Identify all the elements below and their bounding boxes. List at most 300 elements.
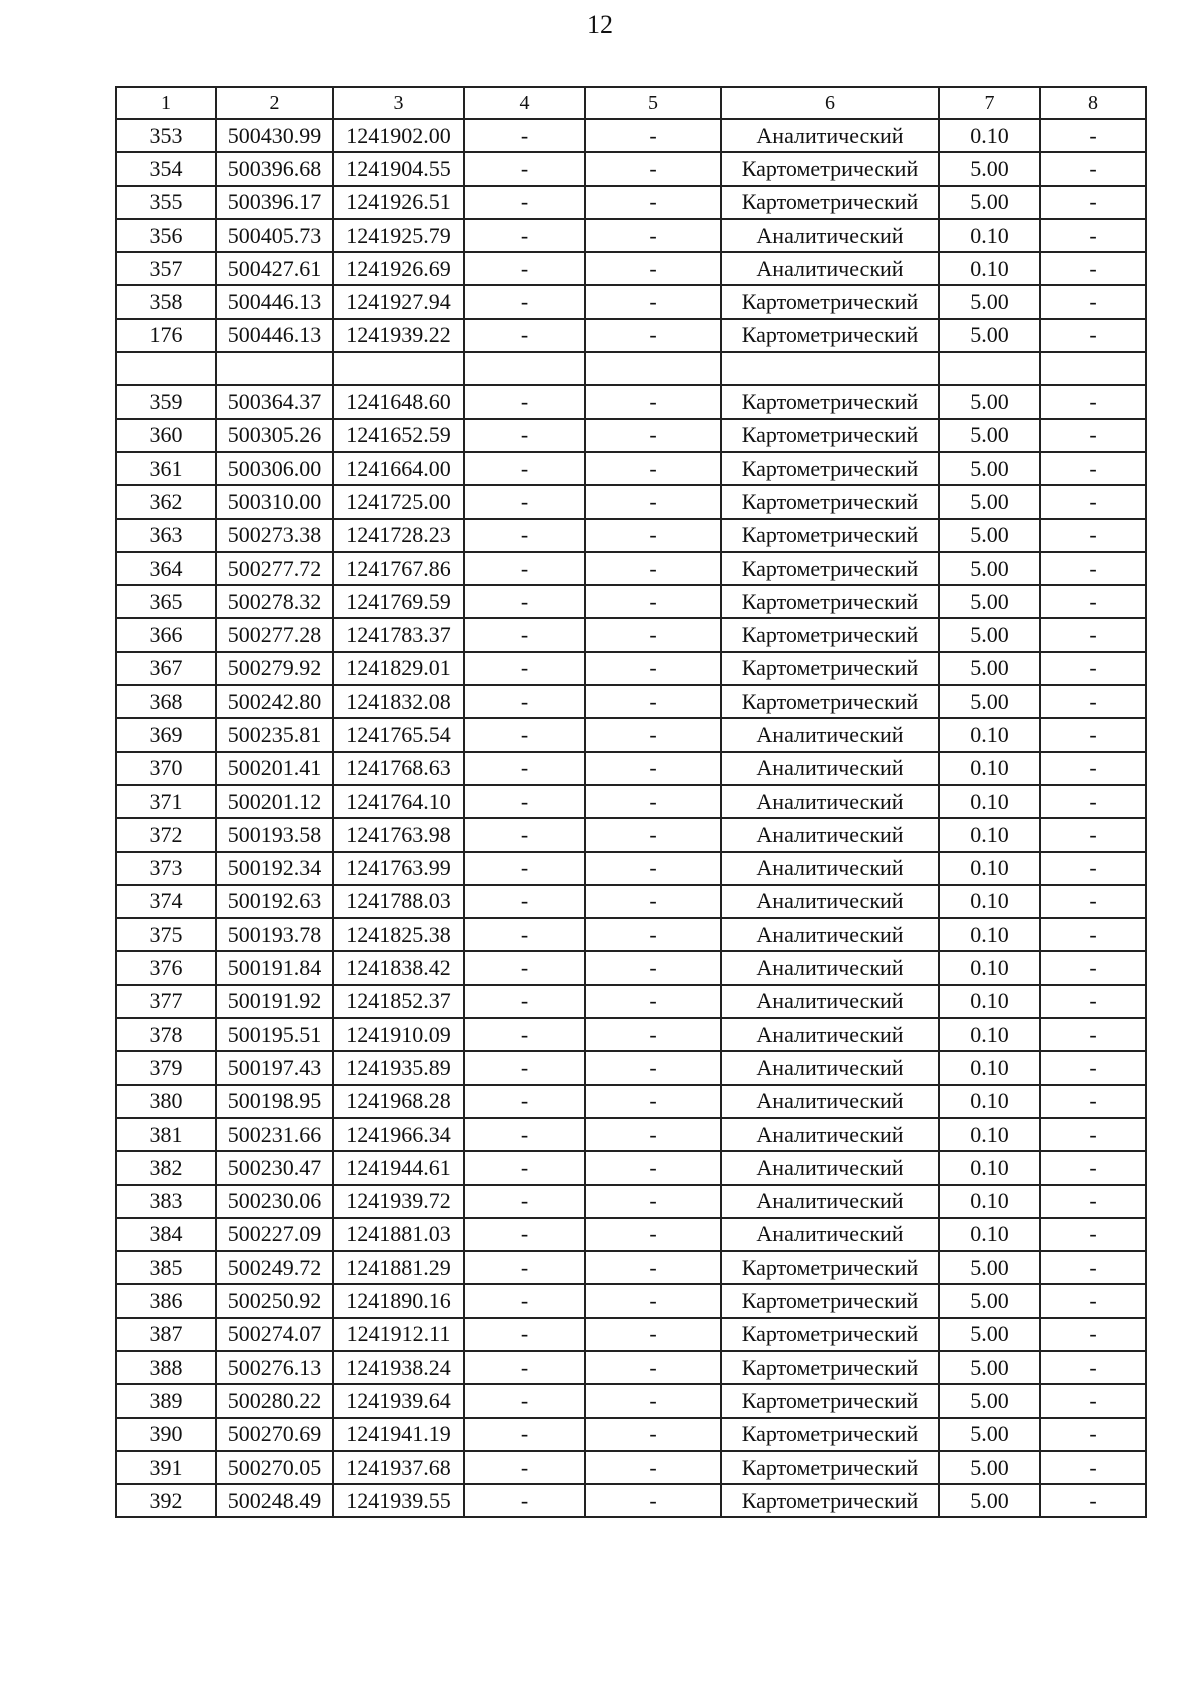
cell-col-8: -: [1040, 1185, 1146, 1218]
cell-method: Картометрический: [721, 519, 939, 552]
cell-accuracy: 5.00: [939, 685, 1040, 718]
cell-col-5: -: [585, 1284, 721, 1317]
cell-y-coordinate: 1241829.01: [333, 652, 464, 685]
cell-point-number: 370: [116, 752, 216, 785]
cell-point-number: 368: [116, 685, 216, 718]
cell-point-number: 391: [116, 1451, 216, 1484]
cell-accuracy: 0.10: [939, 752, 1040, 785]
cell-col-5: -: [585, 1118, 721, 1151]
cell-accuracy: 5.00: [939, 519, 1040, 552]
cell-accuracy: 5.00: [939, 1318, 1040, 1351]
cell-method: Аналитический: [721, 1118, 939, 1151]
cell-method: Картометрический: [721, 285, 939, 318]
cell-col-5: [585, 352, 721, 385]
page-number: 12: [587, 10, 613, 39]
table-row: [116, 785, 1146, 818]
cell-col-4: -: [464, 852, 585, 885]
cell-accuracy: 5.00: [939, 452, 1040, 485]
table-row: [116, 1451, 1146, 1484]
cell-col-4: [464, 352, 585, 385]
table-row: [116, 1185, 1146, 1218]
header-cell-3: 3: [333, 87, 464, 119]
cell-col-5: -: [585, 1384, 721, 1417]
cell-point-number: 382: [116, 1151, 216, 1184]
table-row: [116, 1384, 1146, 1417]
cell-col-8: -: [1040, 818, 1146, 851]
cell-col-5: -: [585, 1351, 721, 1384]
cell-y-coordinate: 1241648.60: [333, 385, 464, 418]
cell-y-coordinate: 1241939.72: [333, 1185, 464, 1218]
cell-col-4: -: [464, 1451, 585, 1484]
cell-col-4: -: [464, 718, 585, 751]
cell-point-number: 363: [116, 519, 216, 552]
table-row: [116, 985, 1146, 1018]
cell-point-number: 354: [116, 152, 216, 185]
cell-col-5: -: [585, 585, 721, 618]
cell-accuracy: 0.10: [939, 119, 1040, 152]
cell-col-4: -: [464, 1218, 585, 1251]
cell-x-coordinate: 500195.51: [216, 1018, 333, 1051]
cell-y-coordinate: 1241664.00: [333, 452, 464, 485]
cell-method: Картометрический: [721, 319, 939, 352]
cell-method: Аналитический: [721, 852, 939, 885]
cell-x-coordinate: 500277.72: [216, 552, 333, 585]
cell-accuracy: 0.10: [939, 852, 1040, 885]
cell-col-4: -: [464, 1351, 585, 1384]
cell-accuracy: 5.00: [939, 285, 1040, 318]
cell-col-4: -: [464, 285, 585, 318]
cell-method: Картометрический: [721, 1251, 939, 1284]
cell-point-number: 371: [116, 785, 216, 818]
header-cell-7: 7: [939, 87, 1040, 119]
table-row: [116, 1318, 1146, 1351]
table-row: [116, 752, 1146, 785]
cell-point-number: 373: [116, 852, 216, 885]
cell-col-8: [1040, 352, 1146, 385]
cell-point-number: 385: [116, 1251, 216, 1284]
table-row: [116, 252, 1146, 285]
cell-method: Картометрический: [721, 618, 939, 651]
cell-y-coordinate: 1241925.79: [333, 219, 464, 252]
cell-accuracy: 0.10: [939, 1151, 1040, 1184]
cell-x-coordinate: 500227.09: [216, 1218, 333, 1251]
table-row: [116, 618, 1146, 651]
cell-method: Аналитический: [721, 718, 939, 751]
table-row: [116, 885, 1146, 918]
cell-x-coordinate: 500197.43: [216, 1051, 333, 1084]
cell-col-8: -: [1040, 985, 1146, 1018]
cell-col-4: -: [464, 252, 585, 285]
header-cell-6: 6: [721, 87, 939, 119]
cell-col-8: -: [1040, 1284, 1146, 1317]
cell-col-5: -: [585, 985, 721, 1018]
cell-col-5: -: [585, 885, 721, 918]
cell-col-8: -: [1040, 785, 1146, 818]
cell-col-5: -: [585, 519, 721, 552]
cell-x-coordinate: 500201.12: [216, 785, 333, 818]
cell-col-8: -: [1040, 1484, 1146, 1517]
table-row: [116, 652, 1146, 685]
table-row: [116, 219, 1146, 252]
cell-point-number: 357: [116, 252, 216, 285]
cell-accuracy: 5.00: [939, 1451, 1040, 1484]
cell-col-5: -: [585, 419, 721, 452]
cell-col-5: -: [585, 652, 721, 685]
cell-col-8: -: [1040, 552, 1146, 585]
cell-col-5: -: [585, 385, 721, 418]
cell-col-4: -: [464, 552, 585, 585]
cell-col-8: -: [1040, 1018, 1146, 1051]
cell-col-8: -: [1040, 252, 1146, 285]
cell-point-number: 361: [116, 452, 216, 485]
cell-accuracy: 0.10: [939, 818, 1040, 851]
cell-accuracy: 0.10: [939, 985, 1040, 1018]
cell-method: Картометрический: [721, 1318, 939, 1351]
cell-method: Аналитический: [721, 818, 939, 851]
cell-accuracy: 5.00: [939, 152, 1040, 185]
header-cell-8: 8: [1040, 87, 1146, 119]
table-row: [116, 352, 1146, 385]
cell-point-number: 376: [116, 951, 216, 984]
cell-col-5: -: [585, 1185, 721, 1218]
cell-col-4: -: [464, 519, 585, 552]
cell-accuracy: 0.10: [939, 951, 1040, 984]
table-row: [116, 419, 1146, 452]
cell-col-8: -: [1040, 752, 1146, 785]
cell-col-8: -: [1040, 219, 1146, 252]
cell-y-coordinate: 1241944.61: [333, 1151, 464, 1184]
cell-col-4: -: [464, 186, 585, 219]
cell-y-coordinate: 1241926.69: [333, 252, 464, 285]
cell-col-8: -: [1040, 485, 1146, 518]
cell-x-coordinate: 500191.92: [216, 985, 333, 1018]
cell-method: Картометрический: [721, 685, 939, 718]
cell-accuracy: 0.10: [939, 1085, 1040, 1118]
cell-accuracy: 5.00: [939, 1284, 1040, 1317]
cell-col-4: -: [464, 585, 585, 618]
cell-col-5: -: [585, 119, 721, 152]
cell-col-8: -: [1040, 1151, 1146, 1184]
table-row: [116, 918, 1146, 951]
cell-x-coordinate: 500430.99: [216, 119, 333, 152]
cell-col-8: -: [1040, 1318, 1146, 1351]
cell-y-coordinate: 1241763.98: [333, 818, 464, 851]
cell-col-8: -: [1040, 685, 1146, 718]
cell-x-coordinate: 500276.13: [216, 1351, 333, 1384]
cell-point-number: 358: [116, 285, 216, 318]
cell-col-5: -: [585, 852, 721, 885]
cell-method: Аналитический: [721, 885, 939, 918]
table-row: [116, 285, 1146, 318]
cell-point-number: 356: [116, 219, 216, 252]
cell-x-coordinate: 500280.22: [216, 1384, 333, 1417]
cell-method: Аналитический: [721, 1151, 939, 1184]
cell-method: Картометрический: [721, 385, 939, 418]
cell-col-4: -: [464, 452, 585, 485]
cell-col-8: -: [1040, 1085, 1146, 1118]
cell-point-number: 384: [116, 1218, 216, 1251]
cell-col-5: -: [585, 452, 721, 485]
cell-y-coordinate: 1241832.08: [333, 685, 464, 718]
cell-col-8: -: [1040, 852, 1146, 885]
cell-method: Аналитический: [721, 752, 939, 785]
cell-x-coordinate: 500230.47: [216, 1151, 333, 1184]
table-header: [116, 87, 1146, 119]
cell-col-4: -: [464, 1284, 585, 1317]
cell-point-number: 386: [116, 1284, 216, 1317]
cell-x-coordinate: 500248.49: [216, 1484, 333, 1517]
cell-y-coordinate: 1241939.55: [333, 1484, 464, 1517]
cell-point-number: 378: [116, 1018, 216, 1051]
cell-method: Картометрический: [721, 419, 939, 452]
cell-x-coordinate: [216, 352, 333, 385]
cell-method: Аналитический: [721, 1018, 939, 1051]
cell-col-4: -: [464, 985, 585, 1018]
cell-accuracy: 5.00: [939, 186, 1040, 219]
cell-y-coordinate: 1241788.03: [333, 885, 464, 918]
cell-y-coordinate: 1241652.59: [333, 419, 464, 452]
cell-col-5: -: [585, 252, 721, 285]
cell-col-4: -: [464, 785, 585, 818]
cell-point-number: 381: [116, 1118, 216, 1151]
cell-y-coordinate: 1241939.22: [333, 319, 464, 352]
cell-y-coordinate: 1241765.54: [333, 718, 464, 751]
cell-col-4: -: [464, 1251, 585, 1284]
cell-point-number: 176: [116, 319, 216, 352]
cell-accuracy: [939, 352, 1040, 385]
cell-col-4: -: [464, 918, 585, 951]
table-row: [116, 485, 1146, 518]
table-row: [116, 951, 1146, 984]
cell-accuracy: 5.00: [939, 1251, 1040, 1284]
cell-method: Картометрический: [721, 1384, 939, 1417]
cell-col-8: -: [1040, 1351, 1146, 1384]
cell-col-4: -: [464, 1484, 585, 1517]
cell-accuracy: 5.00: [939, 1484, 1040, 1517]
cell-col-8: -: [1040, 1451, 1146, 1484]
cell-col-4: -: [464, 885, 585, 918]
cell-x-coordinate: 500405.73: [216, 219, 333, 252]
cell-col-8: -: [1040, 285, 1146, 318]
cell-col-4: -: [464, 1384, 585, 1417]
cell-col-4: -: [464, 119, 585, 152]
cell-x-coordinate: 500270.69: [216, 1418, 333, 1451]
cell-point-number: 360: [116, 419, 216, 452]
cell-y-coordinate: 1241910.09: [333, 1018, 464, 1051]
cell-accuracy: 0.10: [939, 885, 1040, 918]
cell-point-number: 367: [116, 652, 216, 685]
cell-col-5: -: [585, 618, 721, 651]
cell-accuracy: 0.10: [939, 918, 1040, 951]
cell-col-4: -: [464, 419, 585, 452]
table-row: [116, 1351, 1146, 1384]
cell-col-4: -: [464, 1418, 585, 1451]
cell-col-4: -: [464, 752, 585, 785]
cell-col-8: -: [1040, 951, 1146, 984]
cell-y-coordinate: 1241941.19: [333, 1418, 464, 1451]
table-row: [116, 1018, 1146, 1051]
cell-col-4: -: [464, 818, 585, 851]
cell-x-coordinate: 500193.58: [216, 818, 333, 851]
cell-point-number: 390: [116, 1418, 216, 1451]
cell-col-5: -: [585, 1451, 721, 1484]
cell-method: Картометрический: [721, 485, 939, 518]
cell-x-coordinate: 500274.07: [216, 1318, 333, 1351]
cell-col-5: -: [585, 1251, 721, 1284]
cell-x-coordinate: 500231.66: [216, 1118, 333, 1151]
cell-col-5: -: [585, 1085, 721, 1118]
table-row: [116, 552, 1146, 585]
cell-accuracy: 0.10: [939, 718, 1040, 751]
cell-y-coordinate: 1241939.64: [333, 1384, 464, 1417]
cell-point-number: 377: [116, 985, 216, 1018]
table-body: [116, 119, 1146, 1517]
cell-col-4: -: [464, 1051, 585, 1084]
cell-y-coordinate: 1241966.34: [333, 1118, 464, 1151]
cell-y-coordinate: 1241927.94: [333, 285, 464, 318]
cell-y-coordinate: 1241937.68: [333, 1451, 464, 1484]
cell-accuracy: 0.10: [939, 1051, 1040, 1084]
cell-y-coordinate: 1241768.63: [333, 752, 464, 785]
cell-col-5: -: [585, 186, 721, 219]
cell-point-number: 389: [116, 1384, 216, 1417]
cell-col-5: -: [585, 1151, 721, 1184]
cell-col-4: -: [464, 652, 585, 685]
cell-point-number: 365: [116, 585, 216, 618]
cell-x-coordinate: 500270.05: [216, 1451, 333, 1484]
cell-point-number: 387: [116, 1318, 216, 1351]
coordinates-table: [115, 86, 1147, 1518]
cell-method: Аналитический: [721, 1218, 939, 1251]
table-row: [116, 1218, 1146, 1251]
cell-x-coordinate: 500446.13: [216, 285, 333, 318]
cell-col-5: -: [585, 285, 721, 318]
cell-y-coordinate: 1241767.86: [333, 552, 464, 585]
cell-x-coordinate: 500305.26: [216, 419, 333, 452]
cell-accuracy: 0.10: [939, 1018, 1040, 1051]
cell-method: Картометрический: [721, 552, 939, 585]
table-row: [116, 1118, 1146, 1151]
cell-y-coordinate: 1241938.24: [333, 1351, 464, 1384]
cell-col-5: -: [585, 818, 721, 851]
cell-col-4: -: [464, 485, 585, 518]
cell-accuracy: 5.00: [939, 585, 1040, 618]
cell-col-8: -: [1040, 186, 1146, 219]
table-row: [116, 152, 1146, 185]
cell-accuracy: 0.10: [939, 1118, 1040, 1151]
cell-y-coordinate: 1241904.55: [333, 152, 464, 185]
cell-col-8: -: [1040, 119, 1146, 152]
cell-x-coordinate: 500277.28: [216, 618, 333, 651]
cell-y-coordinate: 1241881.03: [333, 1218, 464, 1251]
cell-point-number: 362: [116, 485, 216, 518]
cell-col-8: -: [1040, 1051, 1146, 1084]
cell-col-5: -: [585, 552, 721, 585]
cell-method: Картометрический: [721, 186, 939, 219]
cell-y-coordinate: 1241763.99: [333, 852, 464, 885]
cell-accuracy: 5.00: [939, 485, 1040, 518]
cell-col-8: -: [1040, 152, 1146, 185]
cell-col-8: -: [1040, 319, 1146, 352]
cell-col-5: -: [585, 1484, 721, 1517]
cell-col-8: -: [1040, 585, 1146, 618]
cell-y-coordinate: 1241902.00: [333, 119, 464, 152]
table-row: [116, 852, 1146, 885]
cell-col-5: -: [585, 752, 721, 785]
table-row: [116, 1251, 1146, 1284]
cell-method: Картометрический: [721, 1418, 939, 1451]
cell-y-coordinate: 1241926.51: [333, 186, 464, 219]
cell-point-number: 366: [116, 618, 216, 651]
cell-accuracy: 5.00: [939, 1418, 1040, 1451]
table-row: [116, 452, 1146, 485]
header-row: [116, 87, 1146, 119]
cell-point-number: 383: [116, 1185, 216, 1218]
cell-accuracy: 5.00: [939, 618, 1040, 651]
cell-col-4: -: [464, 152, 585, 185]
cell-col-4: -: [464, 319, 585, 352]
cell-x-coordinate: 500192.63: [216, 885, 333, 918]
cell-col-5: -: [585, 951, 721, 984]
cell-col-8: -: [1040, 519, 1146, 552]
cell-method: Картометрический: [721, 152, 939, 185]
cell-col-5: -: [585, 319, 721, 352]
cell-method: Аналитический: [721, 1085, 939, 1118]
cell-point-number: 353: [116, 119, 216, 152]
cell-y-coordinate: 1241890.16: [333, 1284, 464, 1317]
table-row: [116, 1484, 1146, 1517]
cell-method: Картометрический: [721, 1484, 939, 1517]
header-cell-5: 5: [585, 87, 721, 119]
cell-col-5: -: [585, 1218, 721, 1251]
cell-col-4: -: [464, 685, 585, 718]
cell-col-8: -: [1040, 652, 1146, 685]
cell-accuracy: 5.00: [939, 385, 1040, 418]
cell-x-coordinate: 500250.92: [216, 1284, 333, 1317]
cell-point-number: 388: [116, 1351, 216, 1384]
cell-accuracy: 0.10: [939, 1218, 1040, 1251]
cell-y-coordinate: [333, 352, 464, 385]
cell-col-8: -: [1040, 1218, 1146, 1251]
cell-col-8: -: [1040, 1251, 1146, 1284]
cell-y-coordinate: 1241764.10: [333, 785, 464, 818]
cell-method: Аналитический: [721, 918, 939, 951]
cell-method: Картометрический: [721, 652, 939, 685]
cell-accuracy: 5.00: [939, 419, 1040, 452]
cell-x-coordinate: 500201.41: [216, 752, 333, 785]
table-row: [116, 1151, 1146, 1184]
cell-x-coordinate: 500235.81: [216, 718, 333, 751]
cell-x-coordinate: 500193.78: [216, 918, 333, 951]
header-cell-1: 1: [116, 87, 216, 119]
cell-col-5: -: [585, 1418, 721, 1451]
cell-col-5: -: [585, 485, 721, 518]
cell-y-coordinate: 1241968.28: [333, 1085, 464, 1118]
cell-method: [721, 352, 939, 385]
cell-point-number: [116, 352, 216, 385]
cell-x-coordinate: 500446.13: [216, 319, 333, 352]
cell-x-coordinate: 500230.06: [216, 1185, 333, 1218]
table-row: [116, 1418, 1146, 1451]
cell-col-4: -: [464, 1118, 585, 1151]
cell-y-coordinate: 1241912.11: [333, 1318, 464, 1351]
table-row: [116, 1284, 1146, 1317]
cell-method: Картометрический: [721, 585, 939, 618]
cell-col-8: -: [1040, 452, 1146, 485]
cell-col-5: -: [585, 1318, 721, 1351]
cell-col-4: -: [464, 385, 585, 418]
cell-y-coordinate: 1241725.00: [333, 485, 464, 518]
